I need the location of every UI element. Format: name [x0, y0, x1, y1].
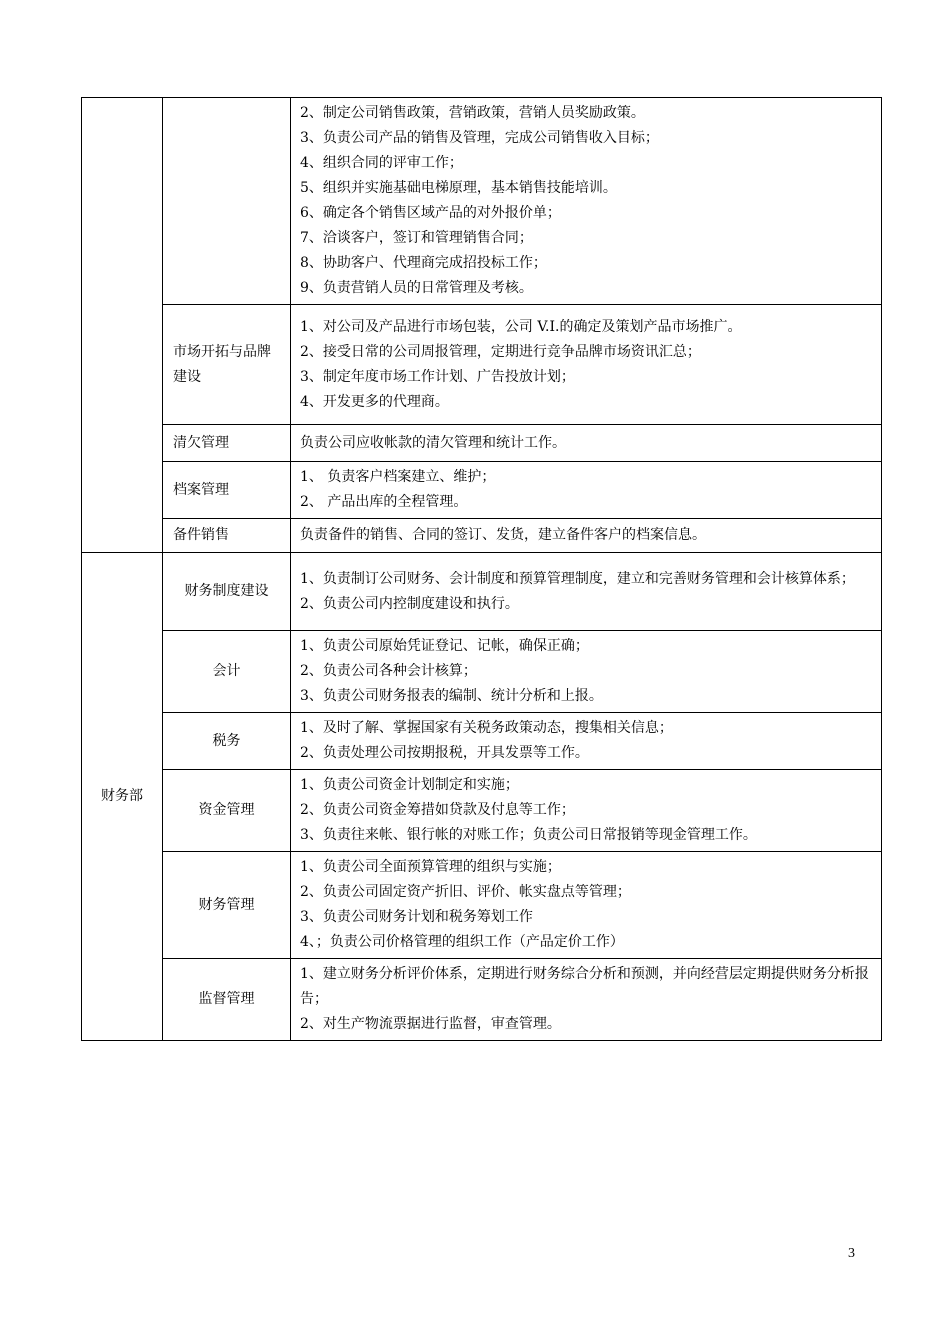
function-cell-market: 市场开拓与品牌建设: [163, 305, 291, 425]
duty-line: 3、负责公司财务计划和税务筹划工作: [300, 909, 533, 925]
page-number: 3: [848, 1246, 855, 1261]
duty-line: 1、对公司及产品进行市场包装，公司 V.I.的确定及策划产品市场推广。: [300, 318, 742, 335]
duty-line: 3、制定年度市场工作计划、广告投放计划；: [300, 368, 575, 385]
duty-cell: [291, 959, 882, 1041]
function-cell-tax: 税务: [163, 713, 291, 770]
duty-line: 2、接受日常的公司周报管理，定期进行竞争品牌市场资讯汇总；: [300, 343, 701, 360]
duty-cell: [291, 713, 882, 770]
table-row: [82, 553, 882, 631]
duty-line: 1、及时了解、掌握国家有关税务政策动态，搜集相关信息；: [300, 720, 673, 736]
duty-line: 4、开发更多的代理商。: [300, 393, 449, 410]
duty-line: 2、负责公司资金筹措如贷款及付息等工作；: [300, 802, 575, 818]
function-cell-fin-system: 财务制度建设: [163, 553, 291, 631]
duty-cell: [291, 553, 882, 631]
duty-line: 7、洽谈客户，签订和管理销售合同；: [300, 230, 533, 246]
duty-line: 1、建立财务分析评价体系，定期进行财务综合分析和预测，并向经营层定期提供财务分析报告；: [300, 966, 869, 1007]
duty-line: 1、负责制订公司财务、会计制度和预算管理制度，建立和完善财务管理和会计核算体系；: [300, 570, 855, 587]
function-cell-parts: 备件销售: [163, 519, 291, 553]
table-row: [82, 462, 882, 519]
table-row: [82, 631, 882, 713]
function-cell-archive: 档案管理: [163, 462, 291, 519]
function-cell-sales-duties: [163, 98, 291, 305]
duty-line: 6、确定各个销售区域产品的对外报价单；: [300, 205, 561, 221]
duty-line: 负责备件的销售、合同的签订、发货，建立备件客户的档案信息。: [300, 527, 706, 543]
duty-line: 5、组织并实施基础电梯原理，基本销售技能培训。: [300, 180, 617, 196]
duty-cell: [291, 519, 882, 553]
duty-line: 8、协助客户、代理商完成招投标工作；: [300, 255, 547, 271]
table-row: [82, 770, 882, 852]
duty-line: 2、负责处理公司按期报税，开具发票等工作。: [300, 745, 589, 761]
duty-cell: [291, 98, 882, 305]
table-row: [82, 305, 882, 425]
function-cell-accounting: 会计: [163, 631, 291, 713]
duty-table: [81, 97, 882, 1041]
duty-line: 9、负责营销人员的日常管理及考核。: [300, 280, 533, 296]
function-cell-debt: 清欠管理: [163, 425, 291, 462]
duty-cell: [291, 305, 882, 425]
department-cell-finance: 财务部: [82, 553, 163, 1041]
function-cell-supervision: 监督管理: [163, 959, 291, 1041]
duty-cell: [291, 425, 882, 462]
duty-line: 2、 产品出库的全程管理。: [300, 494, 468, 510]
duty-line: 2、负责公司各种会计核算；: [300, 663, 477, 679]
duty-line: 3、负责公司产品的销售及管理，完成公司销售收入目标；: [300, 130, 659, 146]
duty-line: 4、；负责公司价格管理的组织工作（产品定价工作）: [300, 934, 624, 950]
duty-line: 1、负责公司原始凭证登记、记帐，确保正确；: [300, 638, 589, 654]
function-cell-fin-mgmt: 财务管理: [163, 852, 291, 959]
duty-cell: [291, 462, 882, 519]
duty-cell: [291, 631, 882, 713]
duty-line: 负责公司应收帐款的清欠管理和统计工作。: [300, 434, 566, 451]
duty-line: 1、负责公司全面预算管理的组织与实施；: [300, 859, 561, 875]
department-cell-sales: [82, 98, 163, 553]
duty-line: 2、负责公司内控制度建设和执行。: [300, 595, 519, 612]
duty-line: 2、制定公司销售政策，营销政策，营销人员奖励政策。: [300, 105, 645, 121]
duty-line: 1、 负责客户档案建立、维护；: [300, 469, 496, 485]
table-row: [82, 852, 882, 959]
table-row: [82, 98, 882, 305]
duty-line: 3、负责公司财务报表的编制、统计分析和上报。: [300, 688, 603, 704]
duty-cell: [291, 852, 882, 959]
duty-cell: [291, 770, 882, 852]
table-row: [82, 425, 882, 462]
duty-line: 2、对生产物流票据进行监督，审查管理。: [300, 1016, 561, 1032]
duty-line: 2、负责公司固定资产折旧、评价、帐实盘点等管理；: [300, 884, 631, 900]
duty-line: 4、组织合同的评审工作；: [300, 155, 463, 171]
duty-line: 1、负责公司资金计划制定和实施；: [300, 777, 519, 793]
duty-line: 3、负责往来帐、银行帐的对账工作；负责公司日常报销等现金管理工作。: [300, 827, 757, 843]
table-row: [82, 713, 882, 770]
function-cell-funds: 资金管理: [163, 770, 291, 852]
table-row: [82, 519, 882, 553]
table-row: [82, 959, 882, 1041]
